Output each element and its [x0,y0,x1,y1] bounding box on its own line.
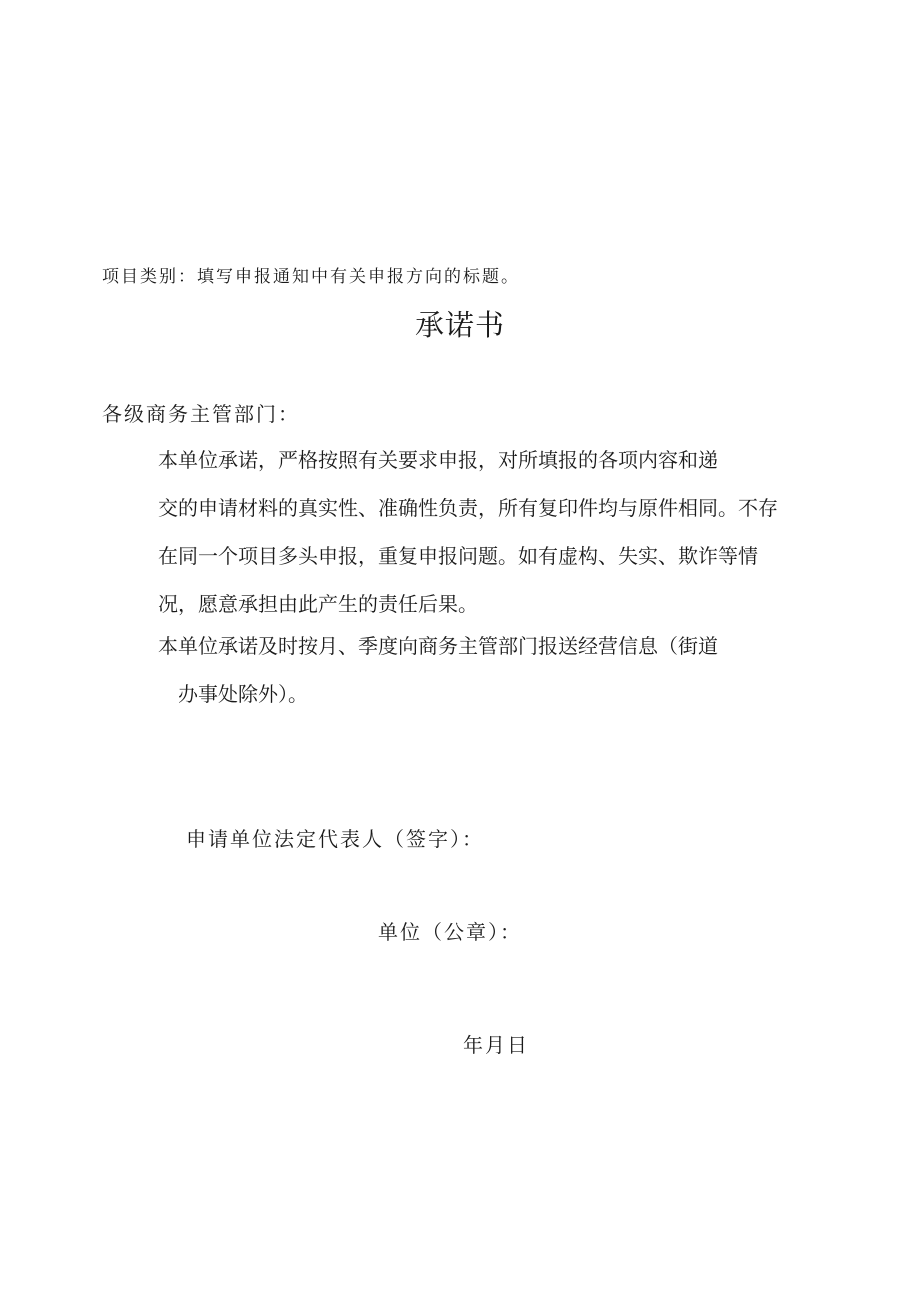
date-label: 年月日 [463,1033,529,1057]
commitment-paragraph-2 [102,622,818,718]
paragraph-2-line: 本单位承诺及时按月、季度向商务主管部门报送经营信息（街道 [158,634,718,658]
commitment-paragraph-1 [102,436,818,628]
unit-seal-label: 单位（公章）： [378,920,522,944]
document-title: 承诺书 [414,308,505,342]
legal-representative-signature-label: 申请单位法定代表人（签字）： [186,827,484,851]
paragraph-1-line: 交的申请材料的真实性、准确性负责，所有复印件均与原件相同。不存 [158,496,778,520]
salutation: 各级商务主管部门： [102,402,300,426]
project-category-note: 项目类别：填写申报通知中有关申报方向的标题。 [102,267,520,287]
paragraph-1-line: 在同一个项目多头申报，重复申报问题。如有虚构、失实、欺诈等情 [158,544,758,568]
paragraph-1-line: 本单位承诺，严格按照有关要求申报，对所填报的各项内容和递 [158,448,718,472]
paragraph-2-line: 办事处除外）。 [178,682,308,706]
paragraph-1-line: 况，愿意承担由此产生的责任后果。 [158,592,478,616]
